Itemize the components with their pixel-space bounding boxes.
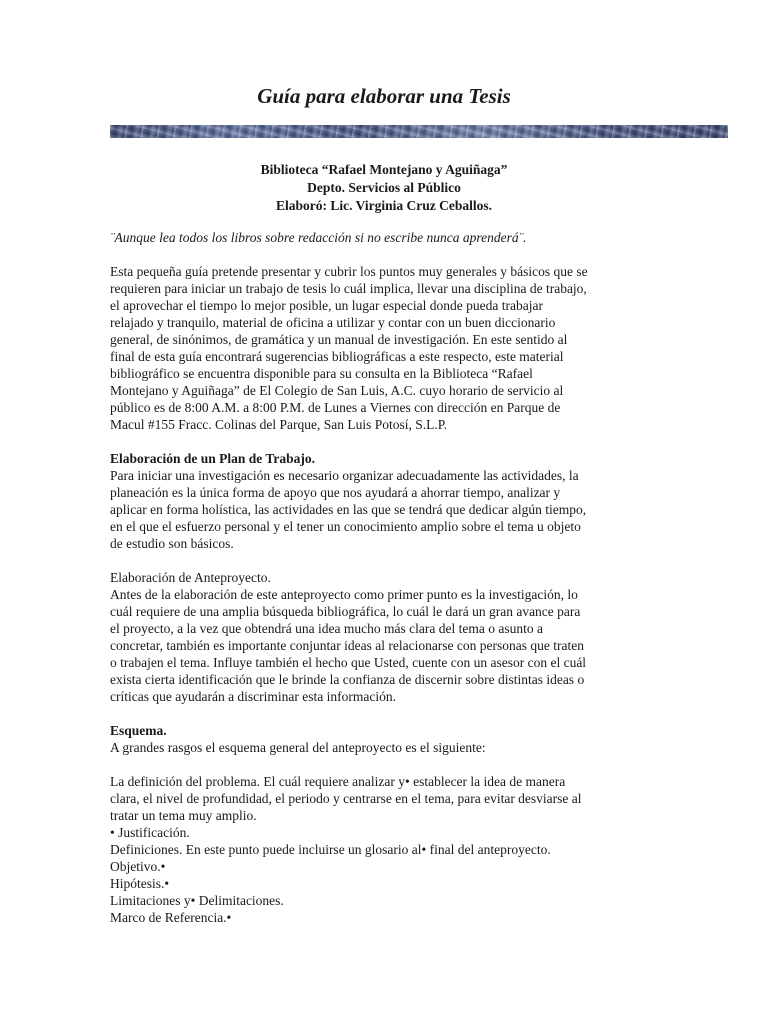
- section-heading-plan: Elaboración de un Plan de Trabajo.: [110, 451, 316, 466]
- department-name: Depto. Servicios al Público: [307, 180, 461, 195]
- list-item: Limitaciones y• Delimitaciones.: [110, 893, 284, 908]
- header-block: [0, 161, 768, 215]
- list-item: Marco de Referencia.•: [110, 910, 232, 925]
- esquema-intro: A grandes rasgos el esquema general del anteproyecto es el siguiente:: [110, 740, 486, 755]
- intro-paragraph: Esta pequeña guía pretende presentar y cubrir los puntos muy generales y básicos que se requieren para iniciar un trabajo de tesis lo cuál implica, llevar una disciplina de trabajo, el aprovechar el tiempo lo mejor posible, un lugar especial donde pueda trabajar relajado y tranquilo, material de oficina a utilizar y contar con un buen diccionario general, de sinónimos, de gramática y un manual de investigación. En este sentido al final de esta guía encontrará sugerencias bibliográficas a este respecto, este material bibliográfico se encuentra disponible para su consulta en la Biblioteca “Rafael Montejano y Aguiñaga” de El Colegio de San Luis, A.C. cuyo horario de servicio al público es de 8:00 A.M. a 8:00 P.M. de Lunes a Viernes con dirección en Parque de Macul #155 Fracc. Colinas del Parque, San Luis Potosí, S.L.P.: [110, 264, 588, 432]
- section-heading-anteproyecto: Elaboración de Anteproyecto.: [110, 570, 271, 585]
- list-item: Hipótesis.•: [110, 876, 170, 891]
- list-item: La definición del problema. El cuál requiere analizar y• establecer la idea de manera clara, el nivel de profundidad, el periodo y centrarse en el tema, para evitar desviarse al tratar un tema muy amplio.: [110, 774, 582, 823]
- list-item: Definiciones. En este punto puede incluirse un glosario al• final del anteproyecto.: [110, 842, 551, 857]
- document-body: [110, 229, 730, 926]
- decorative-banner: [110, 125, 728, 138]
- plan-paragraph: Para iniciar una investigación es necesario organizar adecuadamente las actividades, la planeación es la única forma de apoyo que nos ayudará a ahorrar tiempo, analizar y aplicar en forma holística, las actividades en las que se tendrá que dedicar algún tiempo, en el que el esfuerzo personal y el tener un conocimiento amplio sobre el tema u objeto de estudio son básicos.: [110, 468, 587, 551]
- anteproyecto-paragraph: Antes de la elaboración de este anteproyecto como primer punto es la investigación, lo cuál requiere de una amplia búsqueda bibliográfica, lo cuál le dará un gran avance para el proyecto, a la vez que obtendrá una idea mucho más clara del tema o asunto a concretar, también es importante conjuntar ideas al relacionarse con personas que traten o trabajen el tema. Influye también el hecho que Usted, cuente con un asesor con el cuál exista cierta identificación que le brinde la confianza de discernir sobre distintas ideas o críticas que ayudarán a discriminar esta información.: [110, 587, 587, 704]
- list-item: Objetivo.•: [110, 859, 166, 874]
- document-title: Guía para elaborar una Tesis: [257, 84, 511, 108]
- epigraph-quote: ¨Aunque lea todos los libros sobre redacción si no escribe nunca aprenderá¨.: [110, 230, 527, 245]
- list-item: • Justificación.: [110, 825, 190, 840]
- library-name: Biblioteca “Rafael Montejano y Aguiñaga”: [260, 162, 508, 177]
- section-heading-esquema: Esquema.: [110, 723, 167, 738]
- author-line: Elaboró: Lic. Virginia Cruz Ceballos.: [276, 198, 492, 213]
